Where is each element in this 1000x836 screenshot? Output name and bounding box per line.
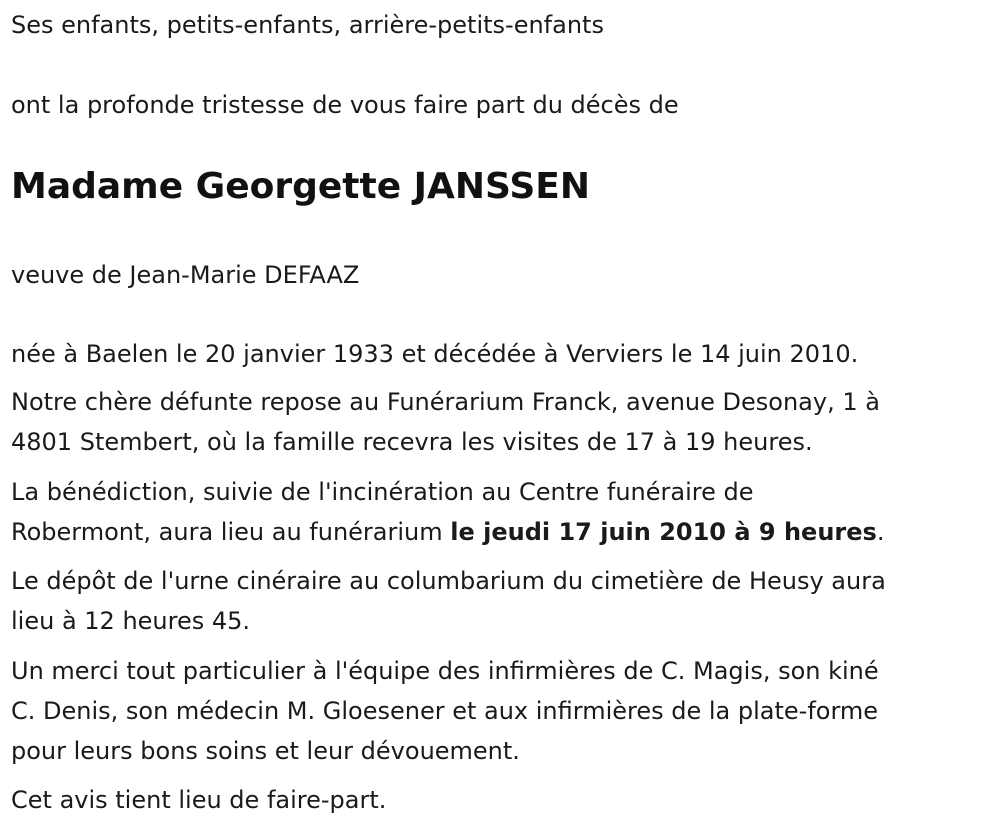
widow-of-text: veuve de Jean-Marie DEFAAZ — [11, 261, 360, 289]
urn-line-1: Le dépôt de l'urne cinéraire au columbarium du cimetière de Heusy aura — [11, 567, 886, 595]
thanks-line-1: Un merci tout particulier à l'équipe des infirmières de C. Magis, son kiné — [11, 657, 879, 685]
birth-death-text: née à Baelen le 20 janvier 1933 et décédée à Verviers le 14 juin 2010. — [11, 340, 859, 368]
urn-line-2: lieu à 12 heures 45. — [11, 607, 251, 635]
repose-line-1: Notre chère défunte repose au Funérarium Franck, avenue Desonay, 1 à — [11, 388, 880, 416]
announcement-text: ont la profonde tristesse de vous faire part du décès de — [11, 91, 679, 119]
closing-text: Cet avis tient lieu de faire-part. — [11, 786, 387, 814]
thanks-line-2: C. Denis, son médecin M. Gloesener et aux infirmières de la plate-forme — [11, 697, 879, 725]
family-intro: Ses enfants, petits-enfants, arrière-petits-enfants — [11, 11, 604, 39]
ceremony-prefix: Robermont, aura lieu au funérarium — [11, 518, 451, 546]
thanks-line-3: pour leurs bons soins et leur dévouement. — [11, 737, 520, 765]
ceremony-line-1: La bénédiction, suivie de l'incinération au Centre funéraire de — [11, 478, 754, 506]
deceased-name: Madame Georgette JANSSEN — [11, 166, 590, 207]
ceremony-line-2 — [11, 512, 884, 552]
ceremony-suffix: . — [876, 518, 885, 546]
ceremony-date: le jeudi 17 juin 2010 à 9 heures — [450, 518, 877, 546]
repose-line-2: 4801 Stembert, où la famille recevra les visites de 17 à 19 heures. — [11, 428, 813, 456]
